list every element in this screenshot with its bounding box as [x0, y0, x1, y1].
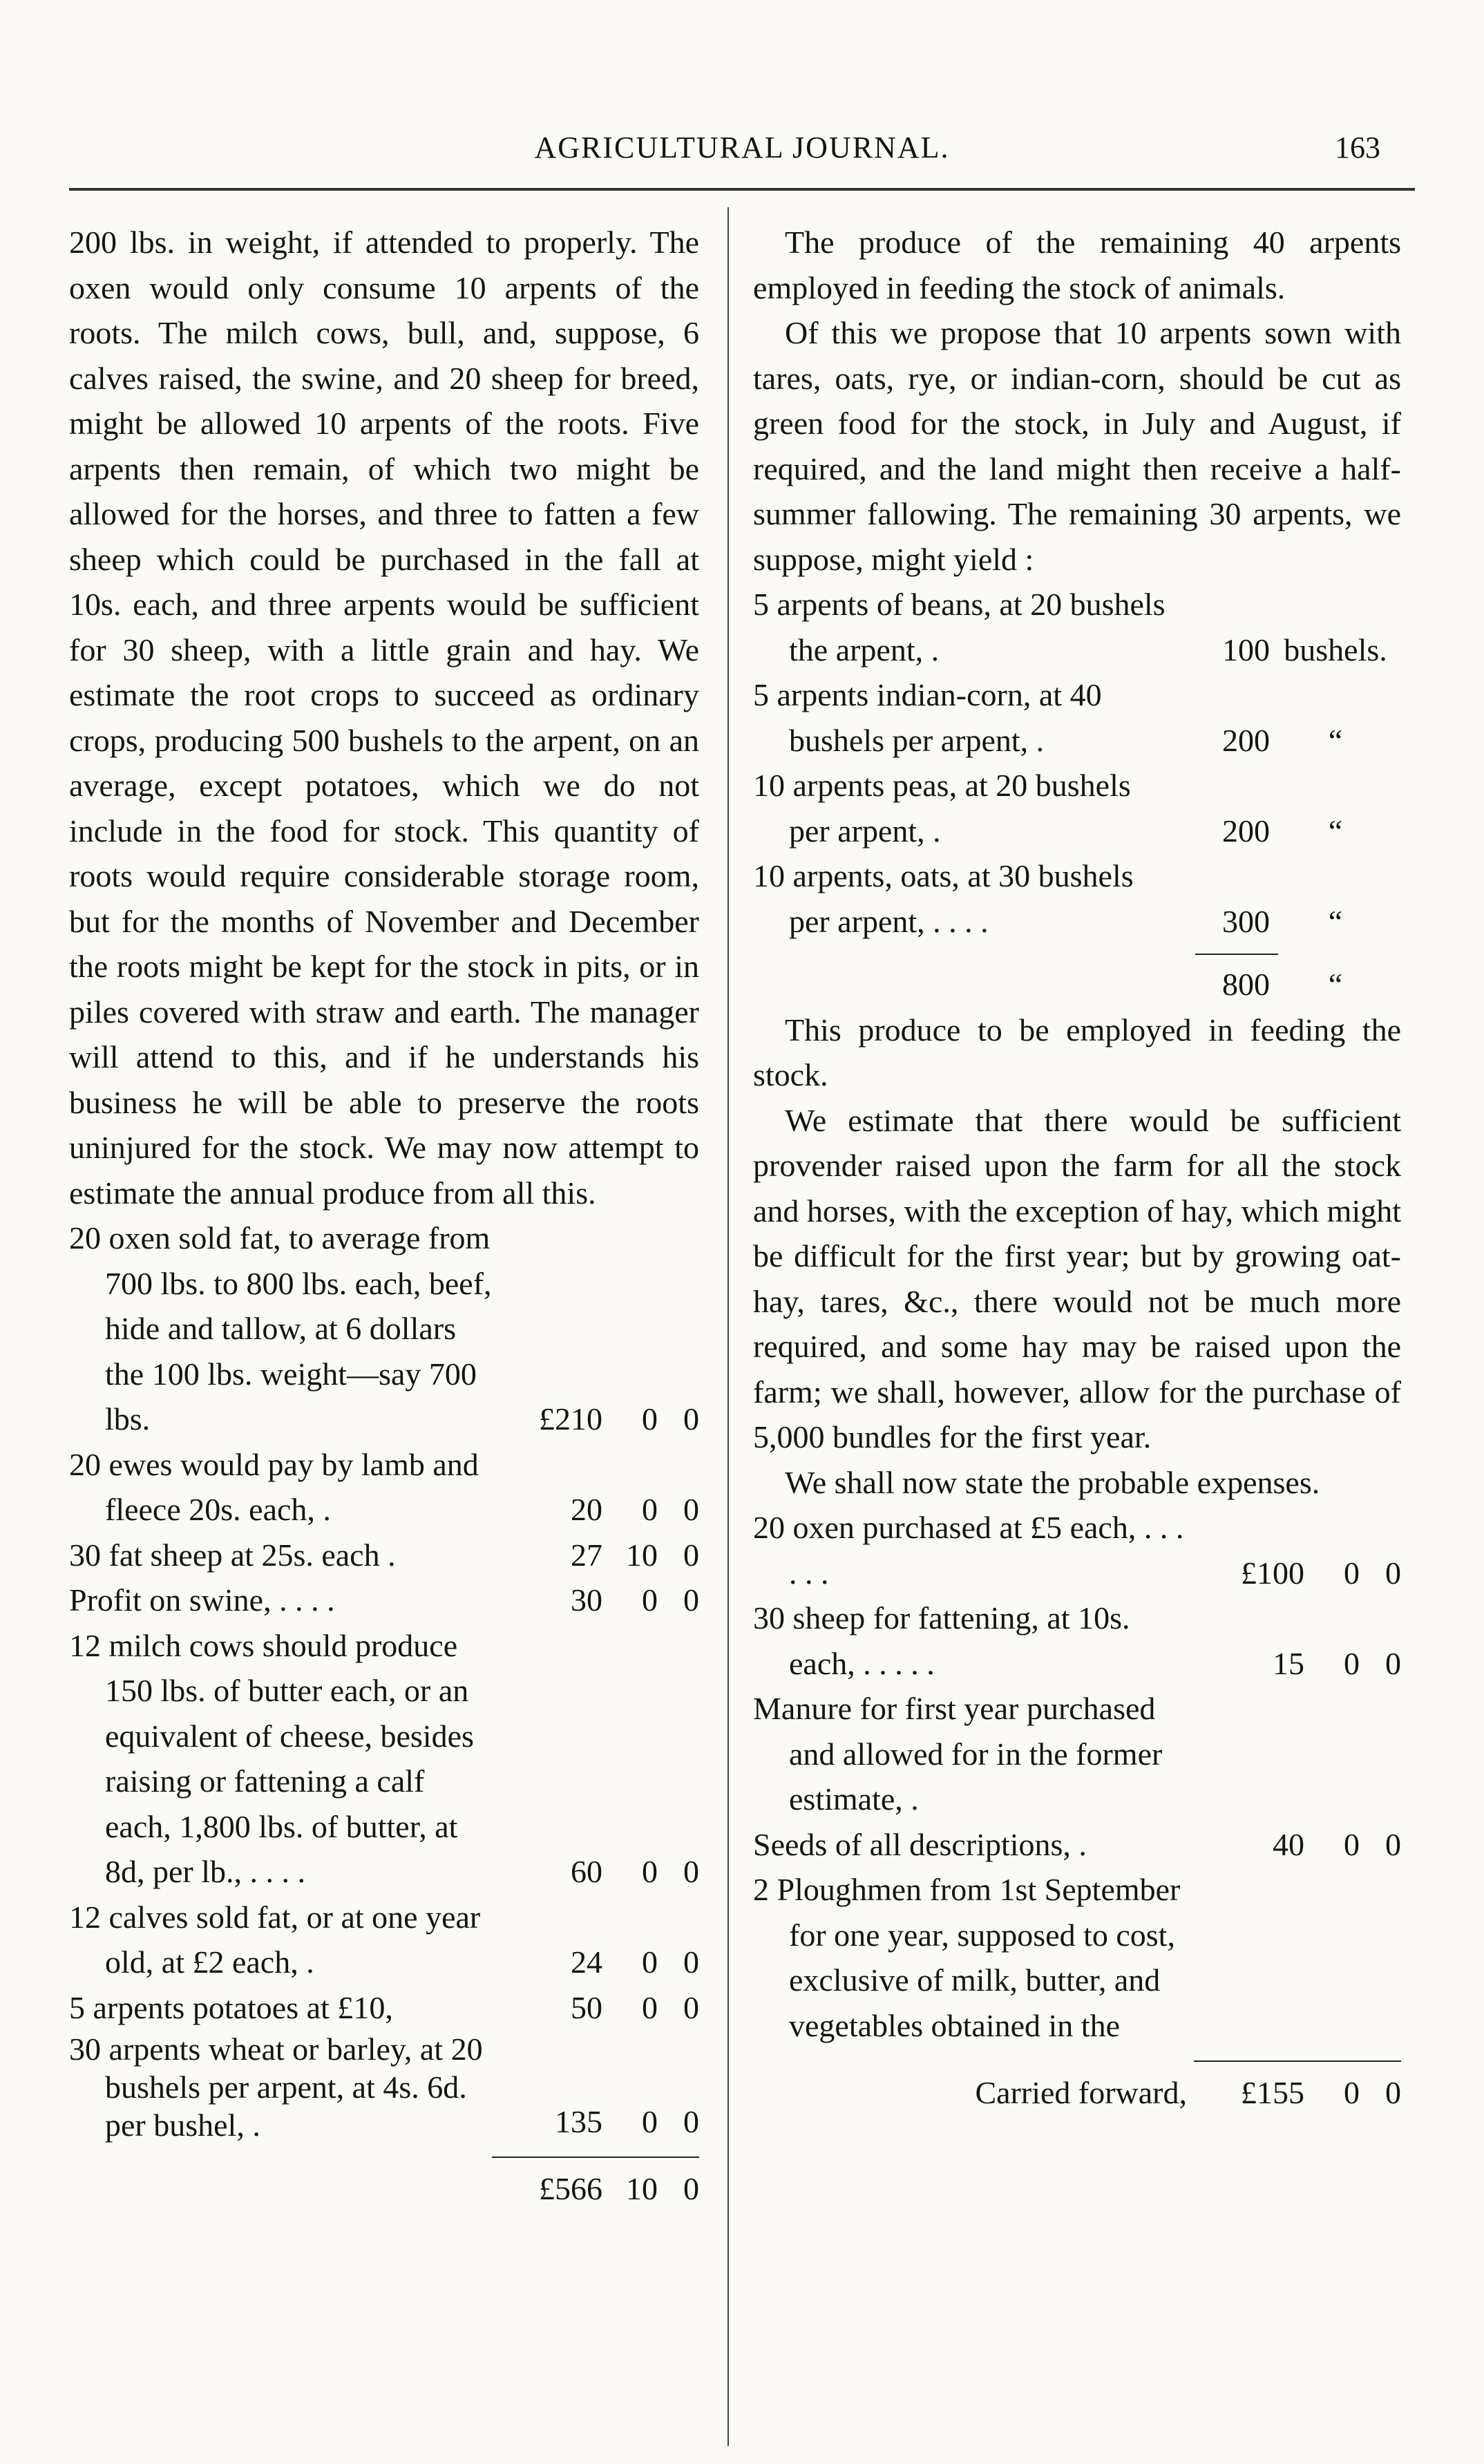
expense-item: Seeds of all descriptions, . 40 0 0 [753, 1826, 1401, 1862]
right-paragraph-2: Of this we propose that 10 arpents sown with tares, oats, rye, or indian-corn, should be cut as green food for the stock, in July and August, if required, and the land might then receive a half-summer fallowing. The remaining 30 arpents, we suppose, might yield : [753, 315, 1401, 577]
expense-item: 30 sheep for fattening, at 10s. each, . . . . . 15 0 0 [753, 1600, 1401, 1681]
crop-yield-row: 5 arpents of beans, at 20 bushels the arpent, . 100 bushels. [753, 587, 1387, 667]
crop-yield-row: 10 arpents, oats, at 30 bushels per arpent, . . . . 300 “ [753, 858, 1343, 939]
produce-total: £566 10 0 [539, 2171, 699, 2206]
expense-item: Manure for first year purchased and allowed for in the former estimate, . [753, 1691, 1163, 1817]
header-rule [69, 188, 1415, 191]
produce-item: 20 ewes would pay by lamb and fleece 20s. each, . 20 0 0 [69, 1446, 699, 1527]
expense-item: 2 Ploughmen from 1st September for one year, supposed to cost, exclusive of milk, butter, and vegetables obtained in the [753, 1872, 1181, 2043]
right-paragraph-4: We estimate that there would be sufficient provender raised upon the farm for all the stock and horses, with the exception of hay, which might be difficult for the first year; but by growing oat-hay, tares, &c., there would not be much more required, and some hay may be raised upon the farm; we shall, however, allow for the purchase of 5,000 bundles for the first year. [753, 1102, 1401, 1454]
produce-item: 30 arpents wheat or barley, at 20 bushels per arpent, at 4s. 6d. per bushel, . 135 0 0 [69, 2031, 699, 2143]
carried-rule [1194, 2060, 1401, 2070]
column-divider [727, 207, 729, 2446]
page-number: 163 [1335, 131, 1380, 164]
right-paragraph-3: This produce to be employed in feeding the stock. [753, 1012, 1401, 1092]
produce-item: 5 arpents potatoes at £10, 50 0 0 [69, 1989, 699, 2025]
expense-item: 20 oxen purchased at £5 each, . . . . . . £100 0 0 [753, 1510, 1401, 1591]
running-header-title: AGRICULTURAL JOURNAL. [534, 131, 950, 164]
produce-item: 12 calves sold fat, or at one year old, at £2 each, . 24 0 0 [69, 1899, 699, 1980]
total-rule [492, 2157, 699, 2166]
produce-item: 30 fat sheep at 25s. each . 27 10 0 [69, 1537, 699, 1573]
produce-item: 20 oxen sold fat, to average from 700 lbs. to 800 lbs. each, beef, hide and tallow, at 6 dollars the 100 lbs. weight—say 700 lbs. £210 0 0 [69, 1220, 699, 1437]
left-column [69, 220, 699, 2212]
crop-yield-row: 5 arpents indian-corn, at 40 bushels per arpent, . 200 “ [753, 677, 1343, 758]
yield-sum-rule [1195, 954, 1278, 962]
right-column [753, 220, 1401, 2116]
right-paragraph-5: We shall now state the probable expenses. [785, 1464, 1320, 1500]
produce-item: 12 milch cows should produce 150 lbs. of butter each, or an equivalent of cheese, besides raising or fattening a calf each, 1,800 lbs. of butter, at 8d, per lb., . . . . 60 0 0 [69, 1627, 699, 1889]
crop-yield-row: 10 arpents peas, at 20 bushels per arpent, . 200 “ [753, 768, 1343, 849]
produce-item: Profit on swine, . . . . 30 0 0 [69, 1582, 699, 1618]
right-paragraph-1: The produce of the remaining 40 arpents employed in feeding the stock of animals. [753, 225, 1401, 305]
carried-forward: Carried forward, £155 0 0 [975, 2075, 1401, 2110]
crop-yield-total: 800 “ [1222, 967, 1343, 1002]
left-paragraph: 200 lbs. in weight, if attended to properly. The oxen would only consume 10 arpents of the roots. The milch cows, bull, and, suppose, 6 calves raised, the swine, and 20 sheep for breed, might be allowed 10 arpents of the roots. Five arpents then remain, of which two might be allowed for the horses, and three to fatten a few sheep which could be purchased in the fall at 10s. each, and three arpents would be sufficient for 30 sheep, with a little grain and hay. We estimate the root crops to succeed as ordinary crops, producing 500 bushels to the arpent, on an average, except potatoes, which we do not include in the food for stock. This quantity of roots would require considerable storage room, but for the months of November and December the roots might be kept for the stock in pits, or in piles covered with straw and earth. The manager will attend to this, and if he understands his business he will be able to preserve the roots uninjured for the stock. We may now attempt to estimate the annual produce from all this. [69, 225, 699, 1211]
